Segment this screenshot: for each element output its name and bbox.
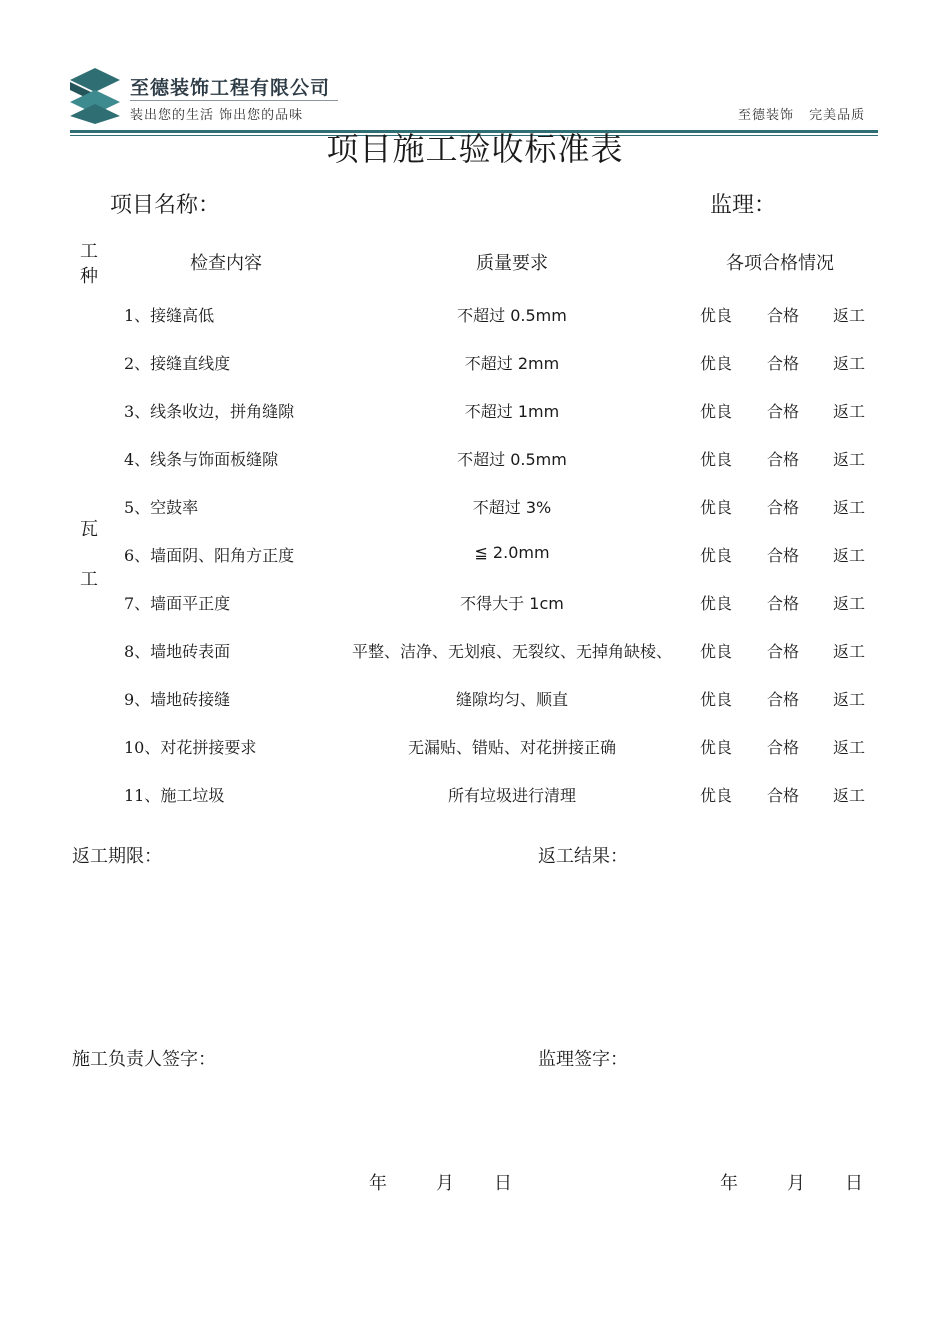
row-3-option-rework: 返工 xyxy=(833,402,866,421)
row-7-content: 7、墙面平正度 xyxy=(124,594,231,613)
row-3-content: 3、线条收边，拼角缝隙 xyxy=(124,402,295,421)
left-date-year: 年 xyxy=(369,1173,387,1194)
row-3-requirement: 不超过 1mm xyxy=(464,402,560,421)
row-1-option-excellent: 优良 xyxy=(700,306,733,325)
left-date-day: 日 xyxy=(494,1173,512,1194)
row-8-requirement: 平整、洁净、无划痕、无裂纹、无掉角缺棱、 xyxy=(351,642,672,661)
row-11-option-pass: 合格 xyxy=(767,786,800,805)
row-5-requirement: 不超过 3% xyxy=(472,498,552,517)
row-7-option-rework: 返工 xyxy=(833,594,866,613)
rework-deadline-label: 返工期限： xyxy=(72,846,162,867)
status-header: 各项合格情况 xyxy=(726,253,834,274)
row-2-requirement: 不超过 2mm xyxy=(464,354,560,373)
row-1-requirement: 不超过 0.5mm xyxy=(457,306,567,325)
row-10-content: 10、对花拼接要求 xyxy=(124,738,257,757)
right-date-year: 年 xyxy=(720,1173,738,1194)
supervisor-label: 监理： xyxy=(710,193,777,218)
content-header: 检查内容 xyxy=(190,253,262,274)
company-name: 至德装饰工程有限公司 xyxy=(130,77,331,99)
row-7-requirement: 不得大于 1cm xyxy=(460,594,564,613)
row-9-content: 9、墙地砖接缝 xyxy=(124,690,231,709)
company-s-logo-icon xyxy=(70,68,120,124)
row-10-requirement: 无漏贴、错贴、对花拼接正确 xyxy=(407,738,616,757)
row-3-option-pass: 合格 xyxy=(767,402,800,421)
row-2-option-pass: 合格 xyxy=(767,354,800,373)
row-9-requirement: 缝隙均匀、顺直 xyxy=(455,690,568,709)
rework-result-label: 返工结果： xyxy=(538,846,628,867)
row-4-requirement: 不超过 0.5mm xyxy=(457,450,567,469)
construction-sign-label: 施工负责人签字： xyxy=(72,1049,216,1070)
row-4-option-excellent: 优良 xyxy=(700,450,733,469)
row-1-option-rework: 返工 xyxy=(833,306,866,325)
row-11-option-rework: 返工 xyxy=(833,786,866,805)
row-8-option-pass: 合格 xyxy=(767,642,800,661)
row-9-option-pass: 合格 xyxy=(767,690,800,709)
company-name-underline xyxy=(130,100,338,101)
row-4-option-pass: 合格 xyxy=(767,450,800,469)
row-4-content: 4、线条与饰面板缝隙 xyxy=(124,450,279,469)
row-8-option-rework: 返工 xyxy=(833,642,866,661)
trade-cell-line2: 工 xyxy=(80,569,98,590)
right-date-day: 日 xyxy=(845,1173,863,1194)
row-1-content: 1、接缝高低 xyxy=(124,306,215,325)
row-6-requirement: ≦ 2.0mm xyxy=(474,543,550,562)
document-title: 项目施工验收标准表 xyxy=(326,130,624,168)
row-11-content: 11、施工垃圾 xyxy=(124,786,225,805)
company-slogan: 装出您的生活 饰出您的品味 xyxy=(130,108,304,123)
project-name-label: 项目名称： xyxy=(110,193,221,218)
row-11-requirement: 所有垃圾进行清理 xyxy=(447,786,576,805)
row-1-option-pass: 合格 xyxy=(767,306,800,325)
row-6-option-rework: 返工 xyxy=(833,546,866,565)
left-date-month: 月 xyxy=(436,1173,454,1194)
supervisor-sign-label: 监理签字： xyxy=(538,1049,628,1070)
row-9-option-rework: 返工 xyxy=(833,690,866,709)
row-10-option-rework: 返工 xyxy=(833,738,866,757)
row-6-option-pass: 合格 xyxy=(767,546,800,565)
row-6-option-excellent: 优良 xyxy=(700,546,733,565)
trade-header-line1: 工 xyxy=(80,241,98,262)
row-2-option-excellent: 优良 xyxy=(700,354,733,373)
row-6-content: 6、墙面阴、阳角方正度 xyxy=(124,546,295,565)
row-5-option-excellent: 优良 xyxy=(700,498,733,517)
row-2-option-rework: 返工 xyxy=(833,354,866,373)
requirement-header: 质量要求 xyxy=(476,253,548,274)
row-8-option-excellent: 优良 xyxy=(700,642,733,661)
row-8-content: 8、墙地砖表面 xyxy=(124,642,231,661)
row-3-option-excellent: 优良 xyxy=(700,402,733,421)
row-7-option-pass: 合格 xyxy=(767,594,800,613)
row-11-option-excellent: 优良 xyxy=(700,786,733,805)
row-7-option-excellent: 优良 xyxy=(700,594,733,613)
trade-cell-line1: 瓦 xyxy=(80,519,98,540)
right-date-month: 月 xyxy=(787,1173,805,1194)
row-5-option-pass: 合格 xyxy=(767,498,800,517)
row-10-option-excellent: 优良 xyxy=(700,738,733,757)
header-tagline: 至德装饰 完美品质 xyxy=(738,108,866,123)
row-9-option-excellent: 优良 xyxy=(700,690,733,709)
row-10-option-pass: 合格 xyxy=(767,738,800,757)
row-5-content: 5、空鼓率 xyxy=(124,498,199,517)
row-5-option-rework: 返工 xyxy=(833,498,866,517)
row-4-option-rework: 返工 xyxy=(833,450,866,469)
row-2-content: 2、接缝直线度 xyxy=(124,354,231,373)
trade-header-line2: 种 xyxy=(80,266,98,287)
